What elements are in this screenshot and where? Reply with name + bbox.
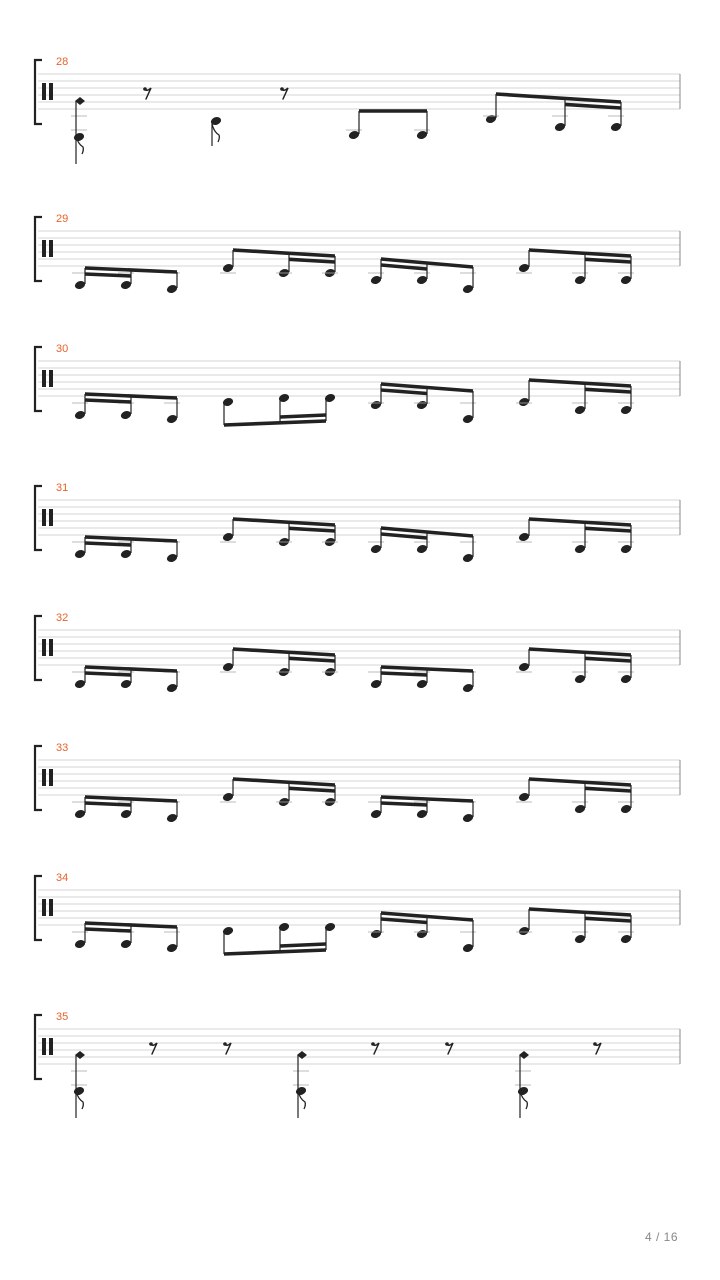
- percussion-clef: [49, 1038, 53, 1055]
- note-beam: [289, 656, 335, 662]
- notehead: [73, 1086, 85, 1097]
- measure-number: 32: [56, 612, 69, 624]
- system-bracket: [35, 217, 42, 281]
- notehead: [518, 532, 530, 543]
- staff-system: [35, 213, 680, 294]
- notehead: [574, 934, 586, 945]
- notehead: [574, 275, 586, 286]
- notehead: [370, 275, 382, 286]
- note-beam: [585, 387, 631, 393]
- note-beam: [359, 109, 427, 113]
- notehead: [518, 397, 530, 408]
- notehead: [166, 414, 178, 425]
- note-beam: [585, 526, 631, 532]
- percussion-clef: [49, 370, 53, 387]
- measure-number: 30: [56, 343, 69, 355]
- staff-system: [35, 343, 680, 427]
- notehead: [620, 674, 632, 685]
- notehead: [74, 679, 86, 690]
- notehead: [574, 674, 586, 685]
- notehead: [518, 263, 530, 274]
- system-bracket: [35, 616, 42, 680]
- note-beam: [289, 526, 335, 532]
- staff-system: [35, 612, 680, 693]
- eighth-rest-dot: [593, 1042, 597, 1046]
- percussion-clef: [42, 769, 46, 786]
- notehead: [620, 275, 632, 286]
- notehead: [462, 553, 474, 564]
- notehead: [416, 679, 428, 690]
- note-beam: [85, 398, 131, 404]
- notehead: [620, 934, 632, 945]
- notehead: [166, 813, 178, 824]
- note-beam: [289, 257, 335, 263]
- notehead: [518, 662, 530, 673]
- percussion-clef: [42, 899, 46, 916]
- measure-number: 28: [56, 56, 69, 68]
- measure-number: 31: [56, 482, 69, 494]
- percussion-clef: [42, 639, 46, 656]
- notehead: [74, 280, 86, 291]
- percussion-clef: [42, 509, 46, 526]
- percussion-clef: [42, 240, 46, 257]
- note-beam: [85, 927, 131, 933]
- note-beam: [529, 777, 631, 787]
- notehead: [416, 809, 428, 820]
- notehead: [166, 553, 178, 564]
- note-beam: [280, 413, 326, 419]
- note-beam: [224, 948, 326, 956]
- note-beam: [381, 263, 427, 271]
- system-bracket: [35, 486, 42, 550]
- notehead: [73, 132, 85, 143]
- notehead: [370, 809, 382, 820]
- page-number: 4 / 16: [644, 1230, 678, 1244]
- eighth-rest-dot: [280, 87, 284, 91]
- percussion-clef: [49, 639, 53, 656]
- notehead: [222, 662, 234, 673]
- notehead: [370, 544, 382, 555]
- percussion-clef: [42, 1038, 46, 1055]
- measure-number: 33: [56, 742, 69, 754]
- notehead: [166, 284, 178, 295]
- notehead: [120, 679, 132, 690]
- notehead: [348, 130, 360, 141]
- notehead: [462, 414, 474, 425]
- percussion-clef: [42, 370, 46, 387]
- note-beam: [529, 647, 631, 657]
- notehead: [518, 792, 530, 803]
- note-beam: [585, 916, 631, 922]
- notehead: [222, 532, 234, 543]
- system-bracket: [35, 60, 42, 124]
- notehead: [462, 683, 474, 694]
- notehead: [416, 400, 428, 411]
- notehead: [295, 1086, 307, 1097]
- notehead: [554, 122, 566, 133]
- staff-system: [35, 1011, 680, 1118]
- eighth-rest-dot: [143, 87, 147, 91]
- notehead: [370, 679, 382, 690]
- note-beam: [585, 786, 631, 792]
- note-beam: [233, 517, 335, 527]
- notehead: [416, 275, 428, 286]
- percussion-clef: [49, 83, 53, 100]
- percussion-clef: [49, 509, 53, 526]
- percussion-clef: [42, 83, 46, 100]
- note-beam: [381, 532, 427, 540]
- eighth-rest-dot: [149, 1042, 153, 1046]
- notehead: [610, 122, 622, 133]
- notehead: [222, 792, 234, 803]
- system-bracket: [35, 347, 42, 411]
- notehead: [620, 405, 632, 416]
- notehead: [74, 549, 86, 560]
- system-bracket: [35, 1015, 42, 1079]
- notehead: [485, 114, 497, 125]
- notehead: [620, 544, 632, 555]
- notehead: [166, 683, 178, 694]
- note-beam: [529, 907, 631, 917]
- system-bracket: [35, 876, 42, 940]
- notehead: [462, 284, 474, 295]
- notehead: [620, 804, 632, 815]
- note-beam: [585, 656, 631, 662]
- eighth-rest-dot: [223, 1042, 227, 1046]
- notehead: [370, 929, 382, 940]
- notehead: [120, 809, 132, 820]
- notehead: [120, 549, 132, 560]
- note-beam: [224, 419, 326, 427]
- notehead: [462, 943, 474, 954]
- notehead: [222, 263, 234, 274]
- notehead: [574, 804, 586, 815]
- notehead: [574, 405, 586, 416]
- notehead: [462, 813, 474, 824]
- notehead: [166, 943, 178, 954]
- staff-system: [35, 742, 680, 823]
- notehead: [517, 1086, 529, 1097]
- measure-number: 34: [56, 872, 69, 884]
- staff-system: [35, 56, 680, 164]
- note-flag: [212, 124, 219, 142]
- notehead: [120, 280, 132, 291]
- note-beam: [233, 647, 335, 657]
- notehead: [74, 809, 86, 820]
- notehead: [74, 410, 86, 421]
- staff-system: [35, 482, 680, 563]
- percussion-clef: [49, 769, 53, 786]
- note-beam: [233, 248, 335, 258]
- notehead: [416, 544, 428, 555]
- note-beam: [280, 942, 326, 948]
- notehead: [416, 929, 428, 940]
- note-beam: [529, 248, 631, 258]
- notehead: [370, 400, 382, 411]
- percussion-clef: [49, 899, 53, 916]
- staff-system: [35, 872, 680, 956]
- measure-number: 29: [56, 213, 69, 225]
- notehead: [120, 939, 132, 950]
- note-beam: [529, 517, 631, 527]
- note-beam: [529, 378, 631, 388]
- notehead: [74, 939, 86, 950]
- measure-number: 35: [56, 1011, 69, 1023]
- system-bracket: [35, 746, 42, 810]
- eighth-rest-dot: [445, 1042, 449, 1046]
- notehead: [518, 926, 530, 937]
- notehead: [120, 410, 132, 421]
- note-beam: [585, 257, 631, 263]
- note-beam: [233, 777, 335, 787]
- notehead: [416, 130, 428, 141]
- note-beam: [289, 786, 335, 792]
- percussion-clef: [49, 240, 53, 257]
- notehead: [574, 544, 586, 555]
- eighth-rest-dot: [371, 1042, 375, 1046]
